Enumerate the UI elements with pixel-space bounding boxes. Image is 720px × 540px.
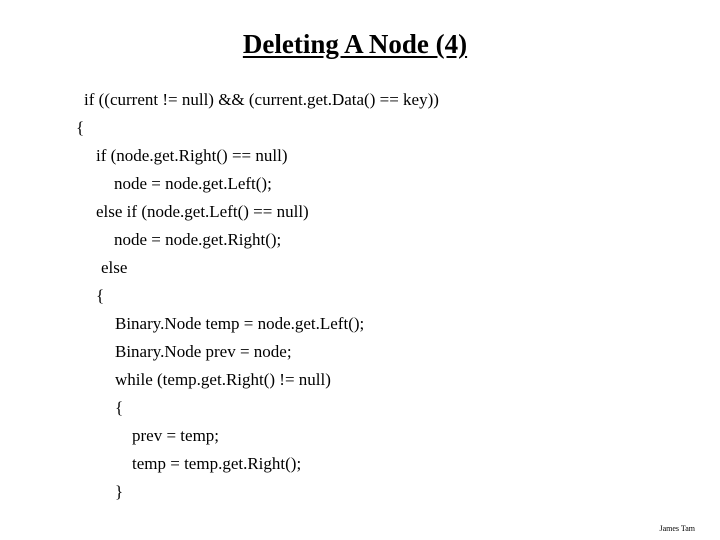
code-line: else [101,258,128,277]
code-line: } [115,482,124,501]
code-line: temp = temp.get.Right(); [132,454,302,473]
code-line: { [96,286,105,305]
code-line: while (temp.get.Right() != null) [115,370,331,389]
code-line: prev = temp; [132,426,220,445]
code-line: { [115,398,124,417]
code-line: Binary.Node prev = node; [115,342,292,361]
code-line: Binary.Node temp = node.get.Left(); [115,314,365,333]
code-line: node = node.get.Left(); [114,174,272,193]
code-line: node = node.get.Right(); [114,230,282,249]
code-line: else if (node.get.Left() == null) [96,202,309,221]
code-line: if (node.get.Right() == null) [96,146,288,165]
code-line: { [76,118,85,137]
footer-author: James Tam [659,524,695,533]
code-line: if ((current != null) && (current.get.Data() == key)) [84,90,439,109]
slide-title: Deleting A Node (4) [242,29,468,59]
